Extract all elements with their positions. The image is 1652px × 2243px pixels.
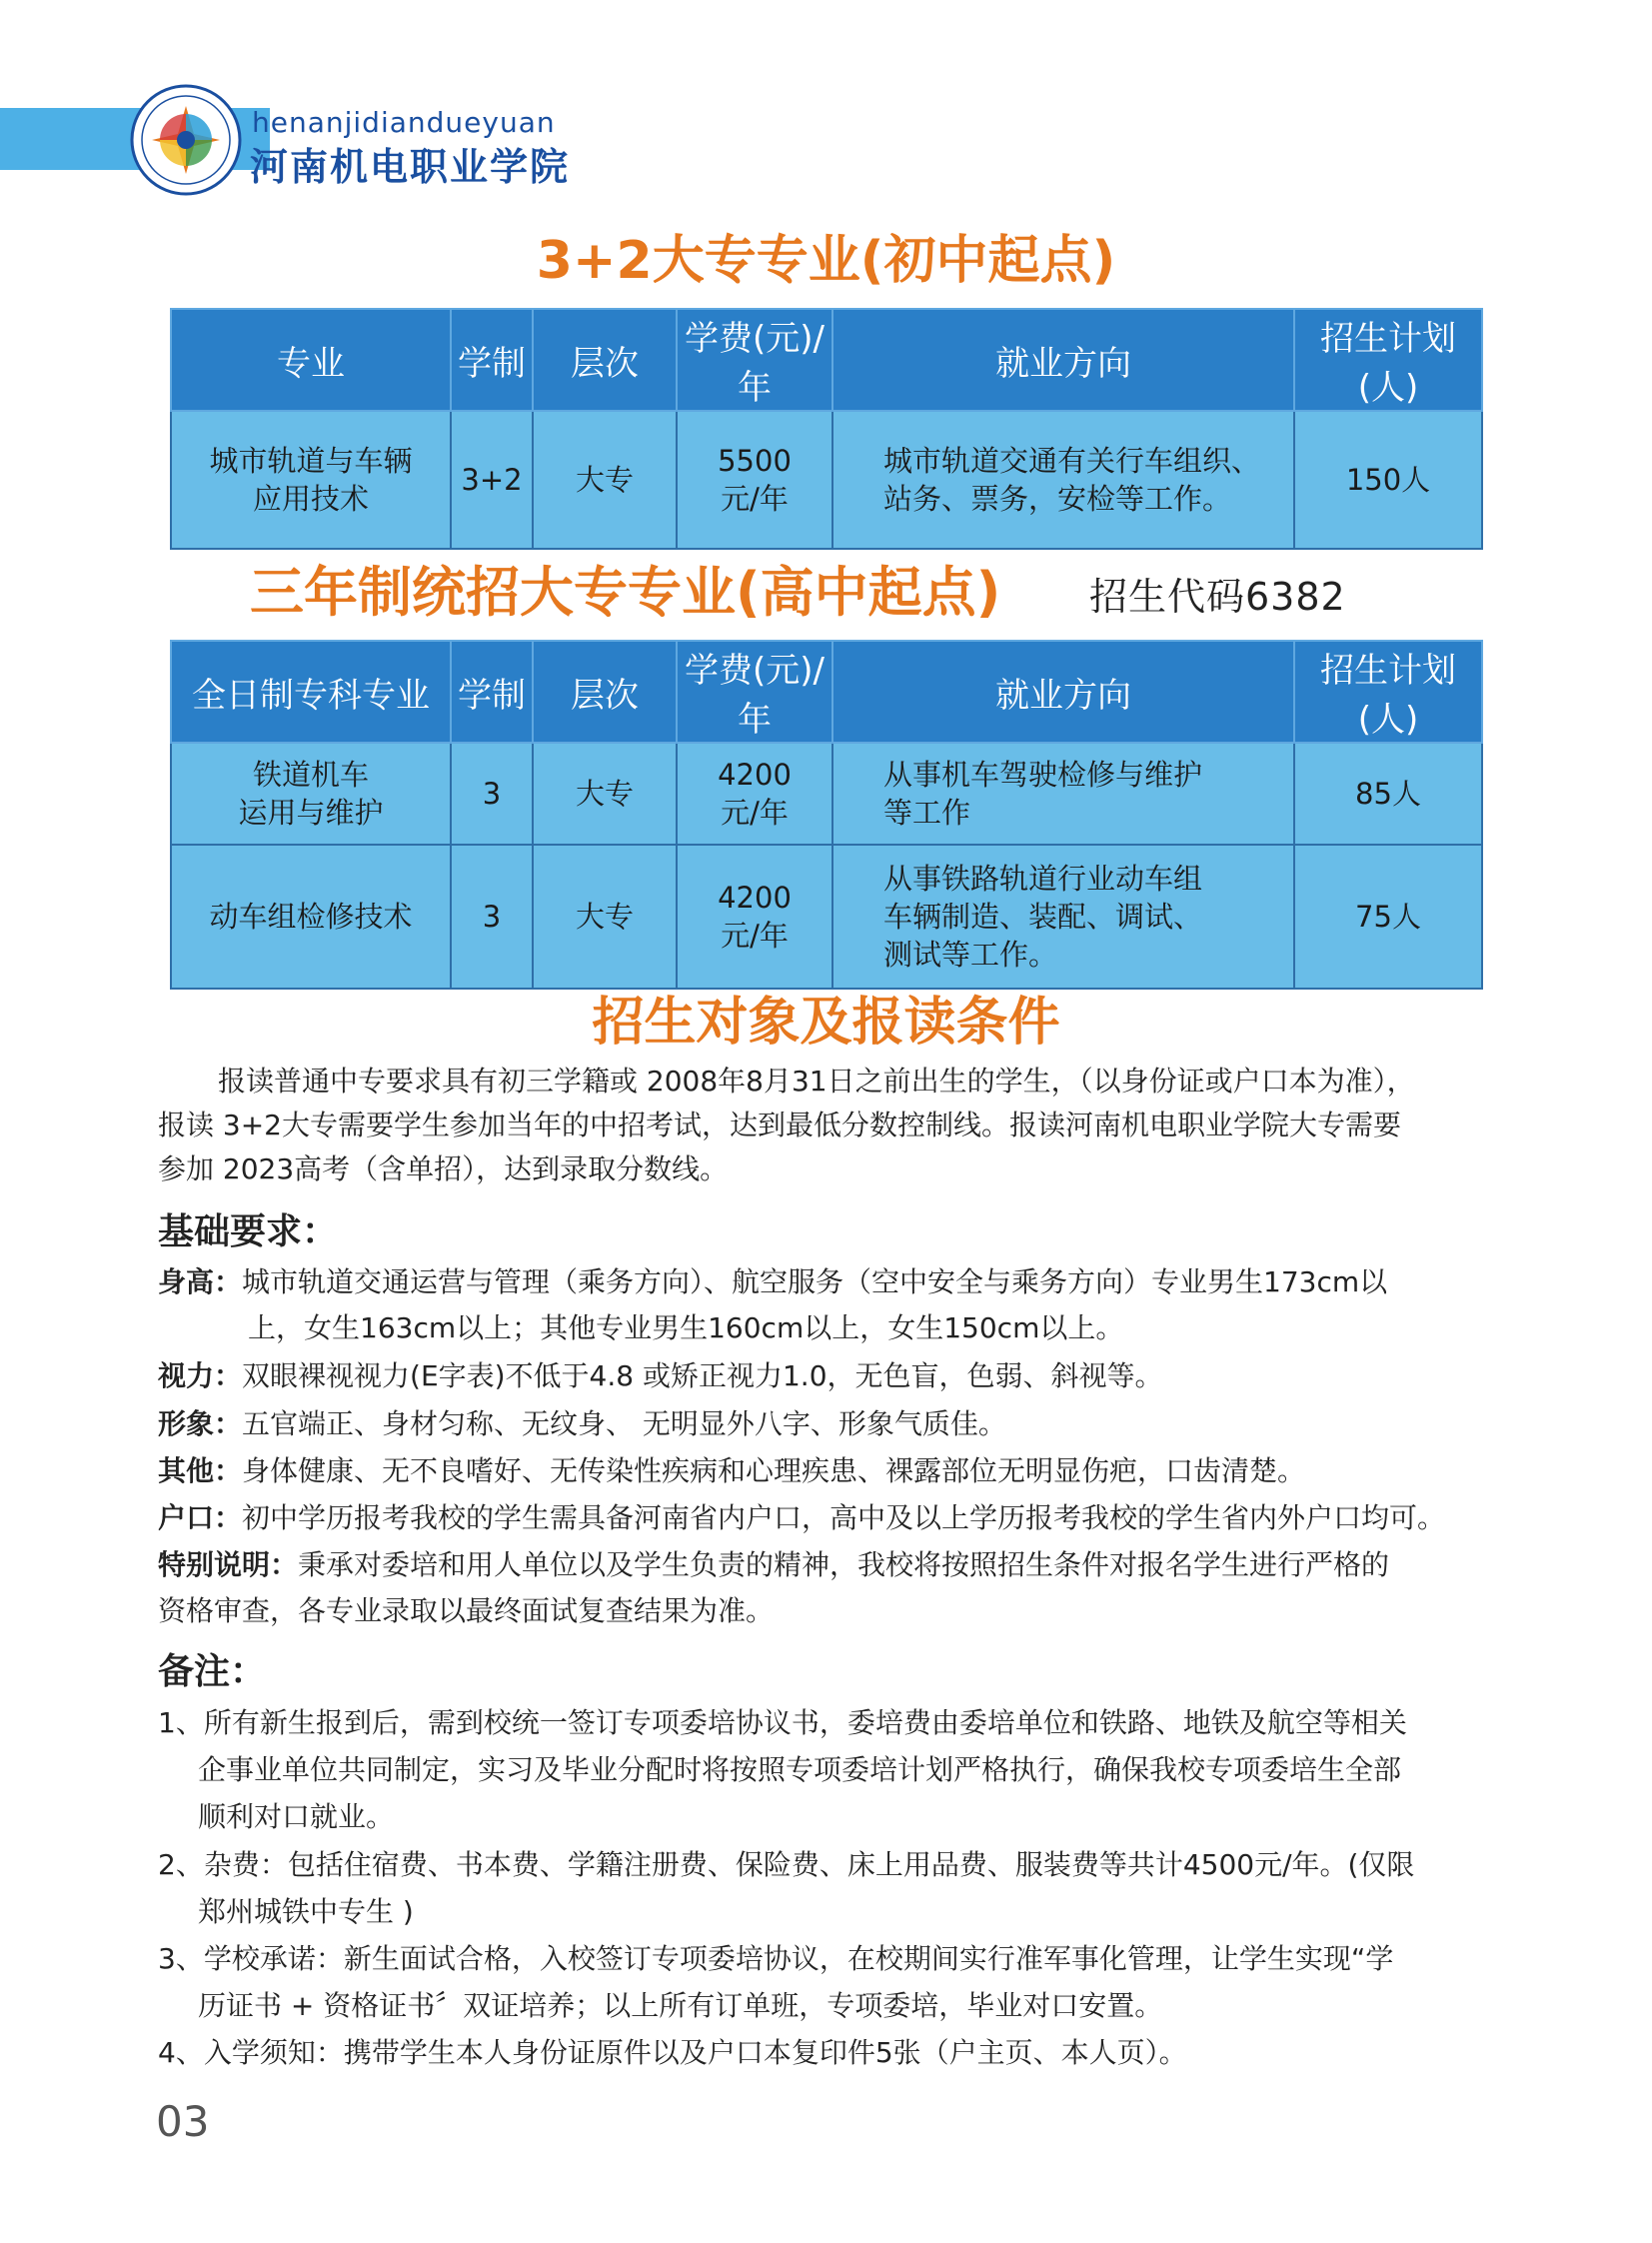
page-number: 03 (156, 2097, 210, 2146)
requirement-label: 其他： (158, 1454, 243, 1487)
note-line: 3、学校承诺：新生面试合格，入校签订专项委培协议，在校期间实行准军事化管理，让学生实现“学 (158, 1942, 1394, 1975)
requirement-text: 双眼裸视视力(E字表)不低于4.8 或矫正视力1.0，无色盲，色弱、斜视等。 (242, 1359, 1163, 1392)
requirement-text: 五官端正、身材匀称、无纹身、 无明显外八字、形象气质佳。 (242, 1407, 1006, 1440)
major-line: 运用与维护 (238, 796, 384, 830)
requirement-height (158, 1259, 1497, 1351)
table-row (171, 411, 1482, 549)
major-line: 动车组检修技术 (209, 900, 413, 934)
major-line: 铁道机车 (252, 758, 369, 792)
direction-line: 从事铁路轨道行业动车组 (883, 862, 1203, 896)
direction-line: 测试等工作。 (883, 938, 1058, 972)
school-logo (130, 84, 242, 196)
note-line: 顺利对口就业。 (198, 1800, 395, 1833)
intro-line: 参加 2023高考（含单招），达到录取分数线。 (158, 1152, 729, 1185)
table-header-row (171, 309, 1482, 411)
header-level: 层次 (533, 309, 677, 411)
direction-line: 站务、票务，安检等工作。 (883, 482, 1232, 516)
header-plan: 招生计划(人) (1294, 309, 1482, 411)
cell-plan: 150人 (1294, 411, 1482, 549)
school-name: 河南机电职业学院 (250, 145, 571, 189)
cell-duration: 3 (451, 743, 533, 845)
fee-amount: 5500 (718, 444, 792, 478)
major-line: 城市轨道与车辆 (209, 444, 413, 478)
cell-major (171, 845, 451, 989)
requirement-continuation: 资格审查，各专业录取以最终面试复查结果为准。 (158, 1594, 775, 1627)
cell-level: 大专 (533, 845, 677, 989)
cell-fee (677, 743, 832, 845)
direction-line: 城市轨道交通有关行车组织、 (883, 444, 1261, 478)
requirement-text: 初中学历报考我校的学生需具备河南省内户口，高中及以上学历报考我校的学生省内外户口均可。 (242, 1501, 1446, 1534)
requirement-label: 视力： (158, 1359, 243, 1392)
header-major: 专业 (171, 309, 451, 411)
section-title-3plus2: 3+2大专专业(初中起点) (536, 231, 1116, 291)
intro-line: 报读普通中专要求具有初三学籍或 2008年8月31日之前出生的学生，（以身份证或户口本为准）， (218, 1065, 1415, 1098)
requirement-vision (158, 1353, 1497, 1399)
enrollment-code: 招生代码6382 (1089, 575, 1346, 619)
table-row (171, 845, 1482, 989)
note-line: 历证书 + 资格证书〞双证培养；以上所有订单班，专项委培，毕业对口安置。 (198, 1989, 1163, 2022)
cell-fee (677, 845, 832, 989)
table-row (171, 743, 1482, 845)
requirement-continuation: 上，女生163cm以上；其他专业男生160cm以上，女生150cm以上。 (248, 1311, 1124, 1344)
requirement-text: 城市轨道交通运营与管理（乘务方向）、航空服务（空中安全与乘务方向）专业男生173cm以 (242, 1265, 1388, 1298)
header-fee: 学费(元)/年 (677, 309, 832, 411)
cell-direction (832, 845, 1294, 989)
section-title-three-year: 三年制统招大专专业(高中起点) (250, 561, 1001, 624)
fee-unit: 元/年 (721, 482, 789, 516)
fee-unit: 元/年 (721, 919, 789, 953)
note-line: 企事业单位共同制定，实习及毕业分配时将按照专项委培计划严格执行，确保我校专项委培生全部 (198, 1753, 1402, 1786)
requirement-other (158, 1448, 1497, 1494)
requirement-text: 秉承对委培和用人单位以及学生负责的精神，我校将按照招生条件对报名学生进行严格的 (298, 1548, 1390, 1581)
basic-requirements-heading: 基础要求： (158, 1211, 339, 1252)
cell-direction (832, 411, 1294, 549)
note-line: 1、所有新生报到后，需到校统一签订专项委培协议书，委培费由委培单位和铁路、地铁及航空等相关 (158, 1706, 1407, 1739)
notes-heading: 备注： (158, 1651, 267, 1692)
cell-plan: 75人 (1294, 845, 1482, 989)
requirement-hukou (158, 1495, 1497, 1541)
header-direction: 就业方向 (832, 641, 1294, 743)
cell-duration: 3 (451, 845, 533, 989)
header-duration: 学制 (451, 641, 533, 743)
requirement-text: 身体健康、无不良嗜好、无传染性疾病和心理疾患、裸露部位无明显伤疤，口齿清楚。 (242, 1454, 1306, 1487)
header-plan: 招生计划(人) (1294, 641, 1482, 743)
section-title-admission: 招生对象及报读条件 (592, 993, 1060, 1053)
requirement-appearance (158, 1401, 1497, 1447)
note-item (158, 1699, 1497, 1840)
cell-direction (832, 743, 1294, 845)
requirement-label: 户口： (158, 1501, 243, 1534)
header-level: 层次 (533, 641, 677, 743)
table-three-year (170, 640, 1483, 990)
header-fee: 学费(元)/年 (677, 641, 832, 743)
fee-amount: 4200 (718, 758, 792, 792)
header-direction: 就业方向 (832, 309, 1294, 411)
note-item (158, 2029, 1497, 2076)
direction-line: 从事机车驾驶检修与维护 (883, 758, 1203, 792)
note-line: 2、杂费：包括住宿费、书本费、学籍注册费、保险费、床上用品费、服装费等共计4500元/年。(仅限 (158, 1848, 1415, 1881)
cell-duration: 3+2 (451, 411, 533, 549)
note-item (158, 1841, 1497, 1935)
school-logo-icon (130, 84, 242, 196)
requirement-label: 身高： (158, 1265, 243, 1298)
school-name-pinyin: henanjidiandueyuan (252, 106, 556, 139)
direction-line: 车辆制造、装配、调试、 (883, 900, 1203, 934)
cell-plan: 85人 (1294, 743, 1482, 845)
header-major: 全日制专科专业 (171, 641, 451, 743)
header-duration: 学制 (451, 309, 533, 411)
cell-level: 大专 (533, 743, 677, 845)
note-item (158, 1935, 1497, 2029)
major-line: 应用技术 (252, 482, 369, 516)
cell-fee (677, 411, 832, 549)
requirement-special-note (158, 1542, 1497, 1634)
fee-amount: 4200 (718, 881, 792, 915)
direction-line: 等工作 (883, 796, 971, 830)
intro-paragraph (158, 1060, 1497, 1191)
table-header-row (171, 641, 1482, 743)
cell-level: 大专 (533, 411, 677, 549)
note-line: 4、入学须知：携带学生本人身份证原件以及户口本复印件5张（户主页、本人页）。 (158, 2036, 1187, 2069)
cell-major (171, 411, 451, 549)
table-3plus2 (170, 308, 1483, 550)
fee-unit: 元/年 (721, 796, 789, 830)
requirement-label: 特别说明： (158, 1548, 299, 1581)
intro-line: 报读 3+2大专需要学生参加当年的中招考试，达到最低分数控制线。报读河南机电职业学院大专需要 (158, 1109, 1401, 1141)
note-line: 郑州城铁中专生 ) (198, 1895, 414, 1928)
requirement-label: 形象： (158, 1407, 243, 1440)
cell-major (171, 743, 451, 845)
